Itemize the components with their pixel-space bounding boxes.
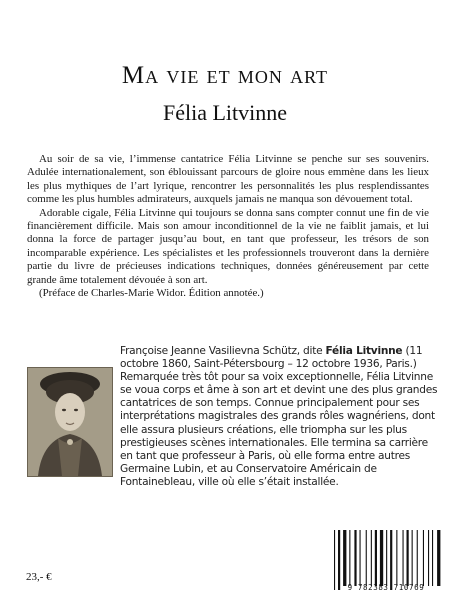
barcode-bar [360,530,361,586]
barcode-bar [428,530,429,586]
barcode-bar [412,530,413,586]
barcode-bar [432,530,433,586]
barcode-bar [380,530,383,586]
barcode-bar [386,530,387,586]
barcode-bar [354,530,356,586]
barcode-bar [371,530,372,586]
blurb-paragraph: Au soir de sa vie, l’immense cantatrice Félia Litvinne se penche sur ses souvenirs. Adulée internationalement, son éblouissant parcours de gloire nous emmène dans les lieux les plus mythiques de l’art lyrique, rencontrer les personnalités les plus resplendissantes comme les plus humbles admirateurs, auxquels jamais ne manqua son dévouement total. [27,153,429,206]
barcode-bar [375,530,377,586]
barcode-bar [366,530,367,586]
isbn-number: 9 782383 710769 [347,583,425,592]
bio-text: (11 octobre 1860, Saint-Pétersbourg – 12 octobre 1936, Paris.) Remarquée très tôt pour sa voix exceptionnelle, Félia Litvinne se voua corps et âme à son art et devint une des plus grandes cantatrices de son temps. Connue principalement pour ses interprétations magistrales des grands rôles wagnériens, dont elle assura plusieurs créations, elle triompha sur les plus prestigieuses scènes internationales. Elle termina sa carrière en tant que professeur à Paris, où elle forma entre autres Germaine Lubin, et au Conservatoire Américain de Fontainebleau, ville où elle s’était installée. [120,345,438,488]
barcode-bar [390,530,392,590]
barcode-bar [349,530,350,586]
barcode-bar [403,530,404,586]
barcode-bar [407,530,409,586]
barcode-bar [396,530,397,586]
blurb-text [27,153,429,300]
author-biography [120,345,438,489]
preface-credit: (Préface de Charles-Marie Widor. Édition annotée.) [39,287,264,300]
blurb-paragraph: Adorable cigale, Félia Litvinne qui toujours se donna sans compter connut une fin de vie financièrement difficile. Mais son amour inconditionnel de la vie ne faiblit jamais, et lui donna la force de partager jusqu’au bout, en tant que professeur, les trésors de son incomparable expérience. Les spécialistes et les professionnels trouveront dans la dernière partie du livre de précieuses indications techniques, données généreusement par cette grande âme totalement dévouée à son art. [27,206,429,286]
barcode-bar [437,530,440,586]
book-author: Félia Litvinne [162,100,288,125]
barcode-bar [334,530,335,590]
price-label: 23,- € [26,571,52,583]
bio-name: Félia Litvinne [325,345,403,357]
barcode-bar [417,530,418,586]
book-title: Ma vie et mon art [121,62,329,89]
barcode-bar [338,530,340,590]
barcode-bar [343,530,346,586]
portrait-illustration [28,368,112,476]
author-portrait-photo [27,367,113,477]
bio-intro: Françoise Jeanne Vasilievna Schütz, dite [120,345,326,357]
barcode-bar [423,530,424,586]
